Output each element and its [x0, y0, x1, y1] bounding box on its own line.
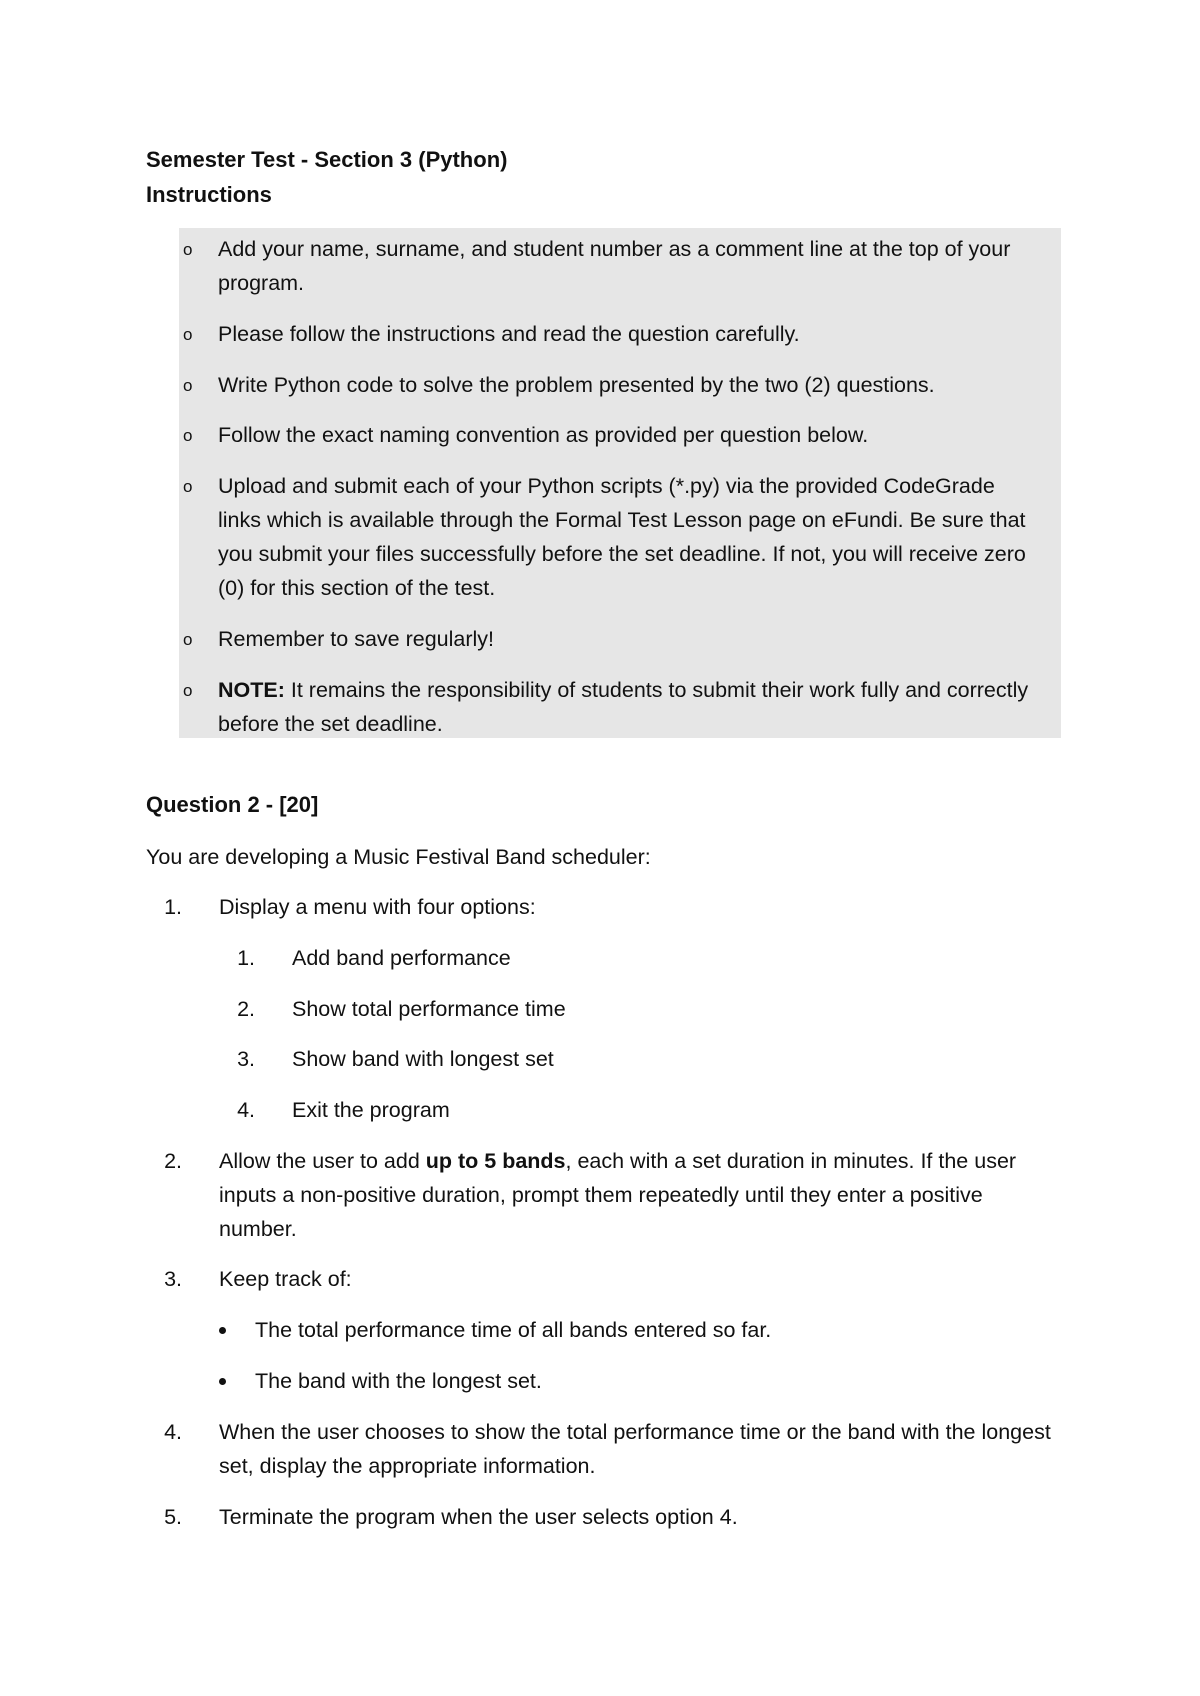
bullet-icon: o: [183, 325, 193, 344]
step-text: Allow the user to add up to 5 bands, each with a set duration in minutes. If the user inputs a non-positive duration, prompt them repeatedly until they enter a positive number.: [219, 1149, 1017, 1241]
question-title: Question 2 - [20]: [146, 792, 319, 817]
document-page: Semester Test - Section 3 (Python) Instructions o Add your name, surname, and student number as a comment line at the top of your program. o Please follow the instructions and read the question carefully. o Write Python code to solve the problem presented by the two (2) questions. o Follow the exact naming convention as provided per question below. o Upload and submit each of your Python scripts (*.py) via the provided CodeGrade links which is available through the Formal Test Lesson page on eFundi. Be sure that you submit your files successfully before the set deadline. If not, you will receive zero (0) for this section of the test. o Remember to save regularly! o NOTE: It remains the responsibility of students to submit their work fully and correctly before the set deadline. Question 2 - [20] You are developing a Music Festival Band scheduler: 1. Display a menu with four options: 1. Add band performance 2. Show total performance time 3. Show band with longest set 4. Exit the program 2. Allow the user to add up to 5 bands, each with a set duration in minutes. If the user inputs a non-positive duration, prompt them repeatedly until they enter a positive number. 3. Keep track of: The total performance time of all bands entered so far. The band with the longest set. 4. When the user chooses to show the total performance time or the band with the longest set, display the appropriate information. 5. Terminate the program when the user selects option 4.: [0, 0, 1200, 1696]
bullet-dot-icon: [219, 1378, 226, 1385]
bullet-icon: o: [183, 630, 193, 649]
step-emphasis: up to 5 bands: [425, 1149, 566, 1173]
menu-option-text: Show total performance time: [292, 997, 566, 1021]
bullet-icon: o: [183, 426, 193, 445]
step-text: Keep track of:: [219, 1267, 352, 1291]
bullet-dot-icon: [219, 1327, 226, 1334]
tracked-item-text: The band with the longest set.: [255, 1369, 542, 1393]
instruction-text: Please follow the instructions and read the question carefully.: [218, 322, 800, 346]
bullet-icon: o: [183, 477, 193, 496]
instructions-heading: Instructions: [146, 182, 272, 207]
bullet-icon: o: [183, 240, 193, 259]
step-text: Terminate the program when the user selects option 4.: [219, 1505, 738, 1529]
bullet-icon: o: [183, 376, 193, 395]
document-title: Semester Test - Section 3 (Python): [146, 147, 508, 172]
step-text: When the user chooses to show the total performance time or the band with the longest set, display the appropriate information.: [219, 1420, 1051, 1478]
menu-option-text: Show band with longest set: [292, 1047, 554, 1071]
bullet-icon: o: [183, 681, 193, 700]
instruction-text: Write Python code to solve the problem presented by the two (2) questions.: [218, 373, 935, 397]
note-text: It remains the responsibility of students to submit their work fully and correctly before the set deadline.: [218, 678, 1029, 736]
instruction-text: Remember to save regularly!: [218, 627, 495, 651]
menu-option-text: Add band performance: [292, 946, 511, 970]
instruction-text: Follow the exact naming convention as provided per question below.: [218, 423, 869, 447]
instructions-box: [179, 228, 1061, 738]
instruction-text: [218, 673, 1038, 741]
instruction-text: Upload and submit each of your Python scripts (*.py) via the provided CodeGrade links which is available through the Formal Test Lesson page on eFundi. Be sure that you submit your files successfully before the set deadline. If not, you will receive zero (0) for this section of the test.: [218, 474, 1026, 600]
menu-option-text: Exit the program: [292, 1098, 450, 1122]
question-intro: You are developing a Music Festival Band scheduler:: [146, 845, 651, 869]
note-label: NOTE:: [218, 678, 285, 702]
instruction-text: Add your name, surname, and student number as a comment line at the top of your program.: [218, 237, 1011, 295]
step-text: Display a menu with four options:: [219, 895, 536, 919]
tracked-item-text: The total performance time of all bands entered so far.: [255, 1318, 772, 1342]
